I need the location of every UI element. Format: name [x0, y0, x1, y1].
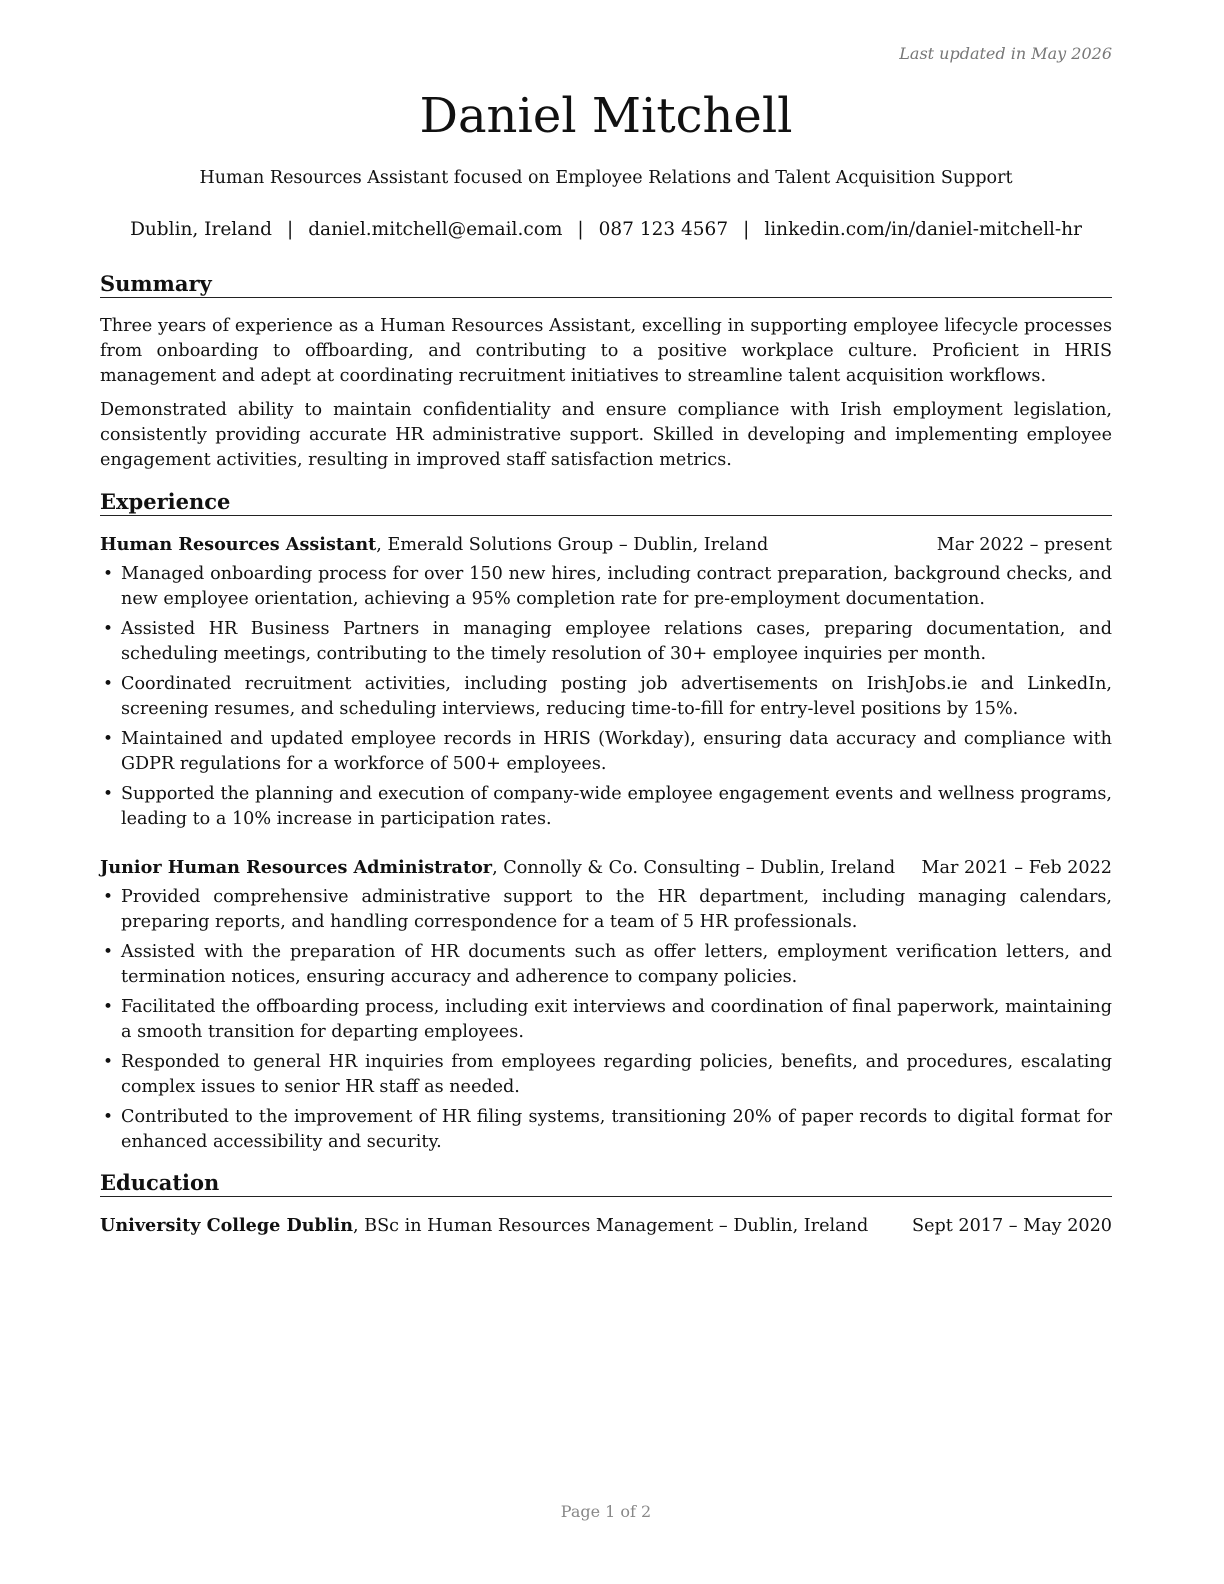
education-entry — [100, 1215, 1112, 1237]
contact-email[interactable]: daniel.mitchell@email.com — [308, 219, 563, 240]
list-item — [100, 727, 1112, 777]
job-title-line — [100, 534, 768, 556]
bullet-text: Managed onboarding process for over 150 new hires, including contract preparation, background checks, and new employee orientation, achieving a 95% completion rate for pre-employment documentation. — [121, 564, 1112, 609]
candidate-name: Daniel Mitchell — [419, 88, 793, 144]
resume-page — [100, 0, 1112, 1584]
bullet-icon: • — [103, 564, 114, 584]
job-dates: Mar 2021 – Feb 2022 — [921, 858, 1112, 878]
summary-heading: Summary — [100, 272, 1112, 298]
job-bullet-list — [100, 885, 1112, 1160]
education-line — [100, 1215, 868, 1237]
list-item — [100, 782, 1112, 832]
list-item — [100, 1105, 1112, 1155]
bullet-icon: • — [103, 1107, 114, 1127]
list-item — [100, 672, 1112, 722]
contact-linkedin[interactable]: linkedin.com/in/daniel-mitchell-hr — [764, 219, 1082, 240]
education-heading: Education — [100, 1171, 1112, 1197]
contact-separator: | — [286, 219, 294, 240]
experience-heading: Experience — [100, 490, 1112, 516]
list-item — [100, 995, 1112, 1045]
education-degree: , BSc in Human Resources Management – Dublin, Ireland — [353, 1216, 869, 1236]
job-bullet-list — [100, 562, 1112, 837]
job-role: Junior Human Resources Administrator — [100, 857, 493, 878]
list-item — [100, 617, 1112, 667]
bullet-text: Facilitated the offboarding process, including exit interviews and coordination of final paperwork, maintaining a smooth transition for departing employees. — [121, 997, 1112, 1042]
bullet-icon: • — [103, 997, 114, 1017]
contact-location: Dublin, Ireland — [130, 219, 272, 240]
page-number: Page 1 of 2 — [560, 1502, 652, 1521]
bullet-text: Contributed to the improvement of HR filing systems, transitioning 20% of paper records to digital format for enhanced accessibility and security. — [121, 1107, 1112, 1152]
bullet-icon: • — [103, 942, 114, 962]
job-title-line — [100, 857, 895, 879]
summary-paragraph: Three years of experience as a Human Resources Assistant, excelling in supporting employee lifecycle processes from onboarding to offboarding, and contributing to a positive workplace culture. Proficient in HRIS management and adept at coordinating recruitment initiatives to streamline talent acquisition workflows. — [100, 316, 1112, 386]
job-company: , Emerald Solutions Group – Dublin, Ireland — [376, 535, 769, 555]
contact-separator: | — [577, 219, 584, 240]
bullet-text: Provided comprehensive administrative support to the HR department, including managing calendars, preparing reports, and handling correspondence for a team of 5 HR professionals. — [121, 887, 1112, 932]
education-school: University College Dublin — [100, 1215, 353, 1236]
bullet-text: Responded to general HR inquiries from employees regarding policies, benefits, and procedures, escalating complex issues to senior HR staff as needed. — [121, 1052, 1112, 1097]
bullet-icon: • — [103, 619, 114, 639]
job-dates: Mar 2022 – present — [936, 535, 1112, 555]
bullet-icon: • — [103, 1052, 114, 1072]
job-company: , Connolly & Co. Consulting – Dublin, Ireland — [492, 858, 896, 878]
job-role: Human Resources Assistant — [100, 534, 377, 555]
education-dates: Sept 2017 – May 2020 — [912, 1216, 1112, 1236]
bullet-icon: • — [103, 674, 114, 694]
bullet-text: Coordinated recruitment activities, including posting job advertisements on IrishJobs.ie and LinkedIn, screening resumes, and scheduling interviews, reducing time-to-fill for entry-level positions by 15%. — [121, 674, 1112, 719]
list-item — [100, 885, 1112, 935]
bullet-text: Assisted with the preparation of HR documents such as offer letters, employment verification letters, and termination notices, ensuring accuracy and adherence to company policies. — [121, 942, 1112, 987]
bullet-icon: • — [103, 887, 114, 907]
contact-line — [100, 219, 1112, 240]
contact-separator: | — [743, 219, 750, 240]
bullet-text: Maintained and updated employee records in HRIS (Workday), ensuring data accuracy and compliance with GDPR regulations for a workforce of 500+ employees. — [121, 729, 1112, 774]
job-header — [100, 857, 1112, 879]
bullet-icon: • — [103, 784, 114, 804]
summary-paragraph: Demonstrated ability to maintain confidentiality and ensure compliance with Irish employment legislation, consistently providing accurate HR administrative support. Skilled in developing and implementing employee engagement activities, resulting in improved staff satisfaction metrics. — [100, 400, 1112, 470]
job-header — [100, 534, 1112, 556]
last-updated-note: Last updated in May 2026 — [899, 44, 1112, 63]
list-item — [100, 940, 1112, 990]
bullet-text: Supported the planning and execution of company-wide employee engagement events and wellness programs, leading to a 10% increase in participation rates. — [121, 784, 1112, 829]
bullet-icon: • — [103, 729, 114, 749]
list-item — [100, 562, 1112, 612]
list-item — [100, 1050, 1112, 1100]
contact-phone: 087 123 4567 — [598, 219, 729, 240]
bullet-text: Assisted HR Business Partners in managing employee relations cases, preparing documentation, and scheduling meetings, contributing to the timely resolution of 30+ employee inquiries per month. — [121, 619, 1112, 664]
tagline: Human Resources Assistant focused on Employee Relations and Talent Acquisition Support — [199, 168, 1013, 188]
